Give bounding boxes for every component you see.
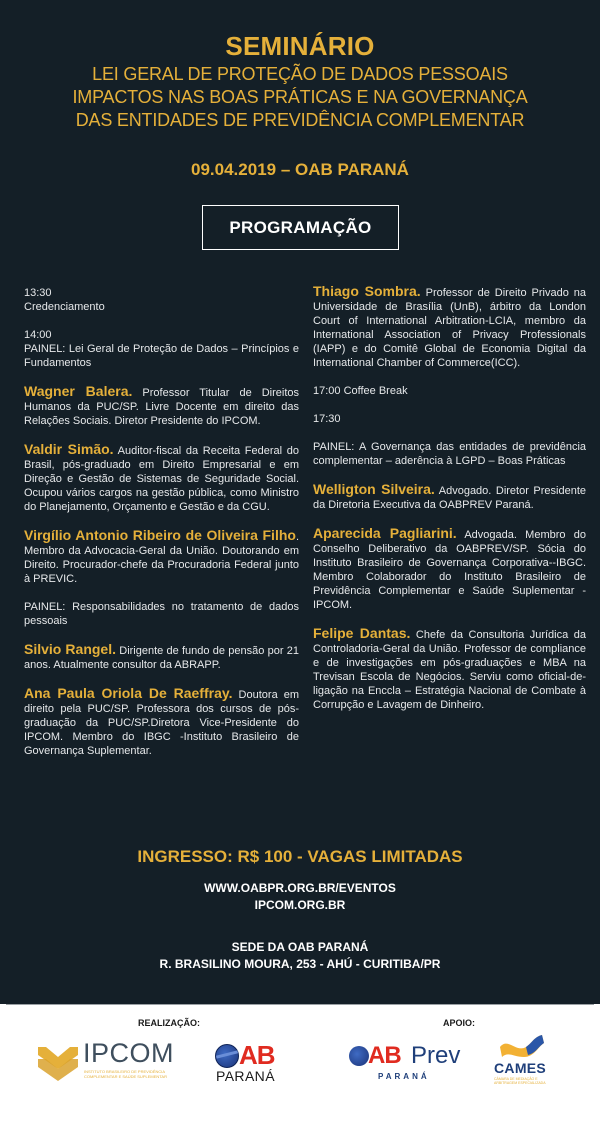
subtitle-line-3: DAS ENTIDADES DE PREVIDÊNCIA COMPLEMENTAR [75, 110, 525, 130]
speaker-name: Aparecida Pagliarini. [313, 525, 457, 541]
speaker-name: Wagner Balera. [24, 383, 133, 399]
oab-parana-logo [213, 1042, 293, 1092]
speaker-bio: Professor Titular de Direitos Humanos da PUC/SP. Livre Docente em direito das Relações Sociais. Diretor Presidente do IPCOM. [24, 387, 300, 427]
speaker-bio: Advogado. Diretor Presidente da Diretoria Executiva da OABPREV Paraná. [313, 485, 587, 511]
ipcom-logo [38, 1038, 188, 1085]
speaker-felipe [313, 626, 586, 712]
schedule-right-column [313, 284, 586, 726]
oab-region: PARANÁ [216, 1068, 275, 1084]
speaker-ana-paula [24, 686, 299, 758]
speaker-bio: Chefe da Consultoria Jurídica da Controladoria-Geral da União. Professor de compliance e de investigações em pós-graduações e MBA na Trevisan Escola de Negócios. Serviu como oficial-de-ligação na Enccla – Estratégia Nacional de Combate à Corrupção e Lavagem de Dinheiro. [313, 629, 586, 711]
venue-name: SEDE DA OAB PARANÁ [231, 940, 369, 954]
subtitle-line-2: IMPACTOS NAS BOAS PRÁTICAS E NA GOVERNANÇA [72, 87, 528, 107]
speaker-wagner [24, 384, 299, 428]
speaker-name: Welligton Silveira. [313, 481, 435, 497]
speaker-virgilio [24, 528, 299, 586]
event-link-ipcom[interactable]: IPCOM.ORG.BR [254, 898, 346, 912]
oab-letters: AB [239, 1040, 275, 1070]
speaker-bio: Auditor-fiscal da Receita Federal do Brasil, pós-graduado em Direito Empresarial e em Direção e Gestão de Sistemas de Seguridade Social. Ocupou vários cargos na gestão pública, como Ministro do Planejamento, Orçamento e Gestão e da CGU. [24, 445, 299, 513]
speaker-name: Valdir Simão. [24, 441, 114, 457]
time-1330: 13:30 [24, 287, 52, 299]
oabprev-prev: Prev [411, 1042, 461, 1069]
event-date-location: 09.04.2019 – OAB PARANÁ [191, 160, 409, 179]
speaker-bio: . Membro da Advocacia-Geral da União. Doutorando em Direito. Procurador-chefe da Procuradoria Federal junto à PREVIC. [24, 531, 299, 585]
ticket-info: INGRESSO: R$ 100 - VAGAS LIMITADAS [137, 847, 463, 866]
realizacao-label: REALIZAÇÃO: [138, 1018, 200, 1028]
time-1730: 17:30 [313, 413, 341, 425]
speaker-aparecida [313, 526, 586, 612]
cames-wordmark: CAMES [494, 1060, 547, 1076]
oabprev-logo [348, 1042, 473, 1092]
speaker-thiago [313, 284, 586, 370]
speaker-bio: Dirigente de fundo de pensão por 21 anos. Atualmente consultor da ABRAPP. [24, 645, 299, 671]
panel-2-title: PAINEL: Responsabilidades no tratamento de dados pessoais [24, 601, 299, 627]
speaker-welligton [313, 482, 586, 512]
oabprev-region: PARANÁ [378, 1072, 430, 1081]
ipcom-chevron-icon [38, 1043, 78, 1083]
oabprev-letters: AB [368, 1042, 401, 1069]
schedule-block-1330 [24, 286, 299, 314]
panel-1-title: PAINEL: Lei Geral de Proteção de Dados – Princípios e Fundamentos [24, 343, 299, 369]
speaker-name: Virgílio Antonio Ribeiro de Oliveira Filho [24, 527, 296, 543]
coffee-break: 17:00 Coffee Break [313, 385, 408, 397]
schedule-block-1400 [24, 328, 299, 370]
schedule-left-column [24, 286, 299, 772]
programacao-heading: PROGRAMAÇÃO [229, 217, 372, 237]
speaker-name: Felipe Dantas. [313, 625, 411, 641]
speaker-name: Silvio Rangel. [24, 641, 116, 657]
event-link-oabpr[interactable]: WWW.OABPR.ORG.BR/EVENTOS [204, 881, 396, 895]
programacao-heading-box [202, 205, 399, 250]
credenciamento-text: Credenciamento [24, 301, 105, 313]
divider [6, 1004, 594, 1005]
globe-icon [349, 1046, 369, 1066]
speaker-name: Ana Paula Oriola De Raeffray. [24, 685, 233, 701]
speaker-bio: Professor de Direito Privado na Universidade de Brasília (UnB), árbitro da London Court of International Arbitration-LCIA, membro da International Association of Privacy Professionals (IAPP) e do Comitê Global de Economia Digital da International Chamber of Commerce(ICC). [313, 287, 586, 369]
time-1400: 14:00 [24, 329, 52, 341]
panel-3-title: PAINEL: A Governança das entidades de previdência complementar – aderência à LGPD – Boas Práticas [313, 441, 586, 467]
cames-tagline: CÂMARA DE MEDIAÇÃO E ARBITRAGEM ESPECIALIZADA [494, 1077, 546, 1085]
ipcom-tagline: INSTITUTO BRASILEIRO DE PREVIDÊNCIA COMPLEMENTAR E SAÚDE SUPLEMENTAR [84, 1069, 167, 1079]
venue-address: R. BRASILINO MOURA, 253 - AHÚ - CURITIBA/PR [159, 957, 441, 971]
speaker-valdir [24, 442, 299, 514]
cames-logo [494, 1033, 554, 1095]
cames-swoosh-icon [498, 1033, 546, 1061]
speaker-name: Thiago Sombra. [313, 283, 421, 299]
event-title: SEMINÁRIO [225, 31, 375, 61]
subtitle-line-1: LEI GERAL DE PROTEÇÃO DE DADOS PESSOAIS [92, 64, 508, 84]
apoio-label: APOIO: [443, 1018, 476, 1028]
speaker-bio: Advogada. Membro do Conselho Deliberativo da OABPREV/SP. Sócia do Instituto Brasileiro de Governança Corporativa--IBGC. Membro Colaborador do Instituto Brasileiro de Previdência Complementar e Saúde Suplementar -IPCOM. [313, 529, 586, 611]
speaker-silvio [24, 642, 299, 672]
ipcom-wordmark: IPCOM [83, 1038, 175, 1068]
speaker-bio: Doutora em direito pela PUC/SP. Professora dos cursos de pós-graduação da PUC/SP.Diretora Vice-Presidente do IPCOM. Membro do IBGC -Instituto Brasileiro de Governança Suplementar. [24, 689, 299, 757]
